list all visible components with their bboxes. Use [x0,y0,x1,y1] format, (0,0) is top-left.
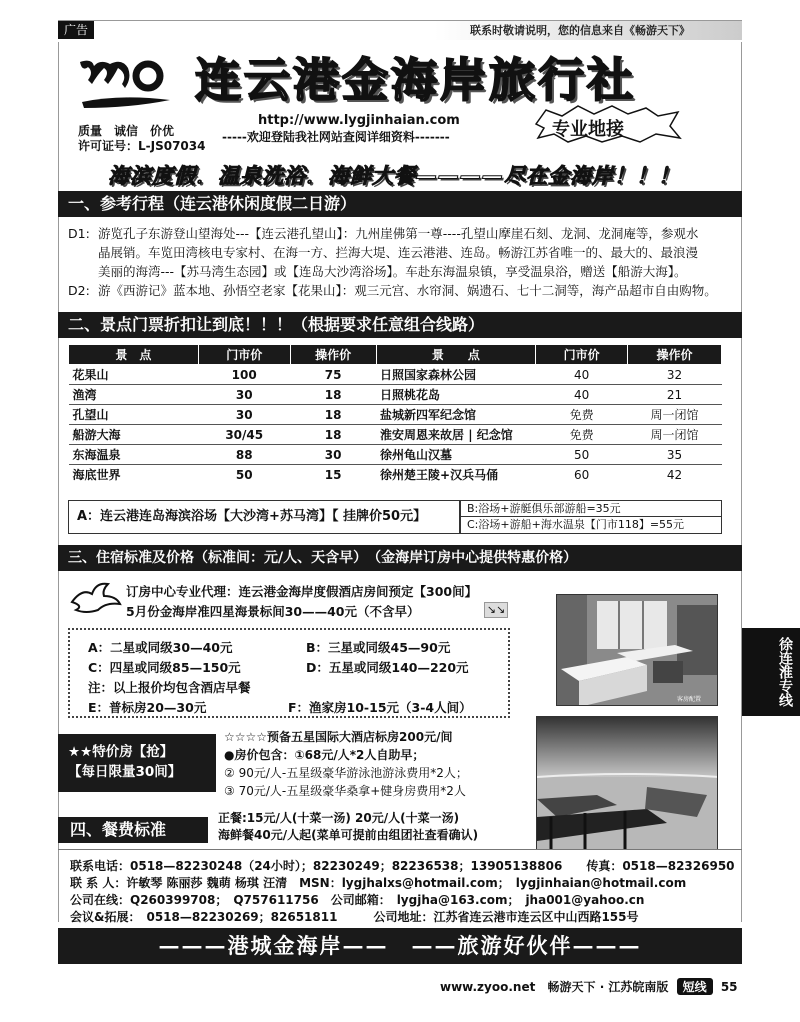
rate-f: F：渔家房10-15元（3-4人间） [288,700,472,715]
promo-banner: 海滨度假．温泉洗浴．海鲜大餐————尽在金海岸！！！ [108,164,680,188]
table-row [69,445,722,465]
cell: 40 [536,385,628,405]
cell: 88 [198,445,290,465]
cell: 日照国家森林公园 [376,365,536,385]
table-row [69,465,722,485]
photo-caption: 客房配置 [677,696,702,703]
hotel-rates-box [68,628,510,718]
rate-e: E：普标房20—30元 [88,700,207,715]
section-tickets: 二、景点门票折扣让到底！！！（根据要求任意组合线路） [58,312,742,338]
rate-d: D：五星或同级140—220元 [306,660,469,675]
cell: 30 [198,385,290,405]
cell: 淮安周恩来故居 | 纪念馆 [376,425,536,445]
hotel-may-line: 5月份金海岸准四星海景标间30——40元（不含早） [126,604,420,619]
cell: 18 [290,425,376,445]
footer-publication: 畅游天下 · 江苏皖南版 [547,980,669,994]
cell: 60 [536,465,628,485]
itinerary-day1-line: 晶展销。车览田湾核电专家村、在海一方、拦海大堤、连云港港、连岛。畅游江苏省唯一的、最大的、最浪漫 [98,245,699,260]
hotel-agent-line: 订房中心专业代理：连云港金海岸度假酒店房间预定【300间】 [126,584,478,599]
page-footer [440,978,738,995]
combo-a: A：连云港连岛海滨浴场【大沙湾+苏马湾】【 挂牌价50元】 [68,500,460,534]
meal-line: 海鲜餐40元/人起(菜单可提前由组团社查看确认) [218,828,479,842]
footer-tag: 短线 [677,978,713,995]
section-meals: 四、餐费标准 [58,817,208,843]
agency-url[interactable]: http://www.lygjinhaian.com [258,113,460,128]
specialty-text: 专业地接 [552,119,624,140]
itinerary-day2-line: 游《西游记》蓝本地、孙悟空老家【花果山】：观三元宫、水帘洞、娲遗石、七十二洞等，海产品超市自由购物。 [98,283,717,298]
cell: 30 [198,405,290,425]
contact-people: 联 系 人：许敏琴 陈丽莎 魏萌 杨琪 汪清 MSN：lygjhalxs@hotmail.com； lygjinhaian@hotmail.com [70,876,687,890]
table-header-row [69,345,722,365]
cell: 100 [198,365,290,385]
combo-c: C:浴场+游船+海水温泉【门市118】=55元 [460,517,722,534]
cell: 免费 [536,425,628,445]
col-header: 景 点 [69,345,199,365]
contact-note: 联系时敬请说明，您的信息来自《畅游天下》 [470,24,690,37]
section-hotels: 三、住宿标准及价格（标准间：元/人、天含早） （金海岸订房中心提供特惠价格） [58,545,742,571]
cell: 15 [290,465,376,485]
ticket-table [68,344,722,485]
cell: 花果山 [69,365,199,385]
cell: 18 [290,405,376,425]
special-line: ☆☆☆☆预备五星国际大酒店标房200元/间 [224,730,453,744]
ad-tag: 广告 [58,21,94,39]
rate-a: A：二星或同级30—40元 [88,640,233,655]
combo-b: B:浴场+游艇俱乐部游船=35元 [460,500,722,517]
agency-name: 连云港金海岸旅行社 [195,53,636,107]
rate-note: 注：以上报价均包含酒店早餐 [88,680,251,695]
itinerary-day2-label: D2: [68,283,90,298]
rate-c: C：四星或同级85—150元 [88,660,241,675]
arrow-down-right-icon: ↘↘ [484,602,508,618]
cell: 35 [628,445,722,465]
section-itinerary: 一、参考行程（连云港休闲度假二日游） [58,191,742,217]
table-row [69,425,722,445]
contacts [70,858,742,926]
cell: 海底世界 [69,465,199,485]
cell: 船游大海 [69,425,199,445]
cell: 50 [536,445,628,465]
contact-expo: 会议&拓展： 0518—82230269；82651811 公司地址：江苏省连云港市连云区中山西路155号 [70,910,639,924]
cell: 日照桃花岛 [376,385,536,405]
cell: 30 [290,445,376,465]
cell: 42 [628,465,722,485]
table-row [69,385,722,405]
cell: 75 [290,365,376,385]
table-row [69,365,722,385]
cell: 免费 [536,405,628,425]
license-number: 许可证号：L-JS07034 [78,139,206,153]
meal-line: 正餐:15元/人(十菜一汤) 20元/人(十菜一汤) [218,811,460,825]
itinerary-day1-line: 美丽的海湾---【苏马湾生态园】或【连岛大沙湾浴场】。车赴东海温泉镇，享受温泉浴，赠送【船游大海】。 [98,264,687,279]
footer-banner: ———港城金海岸—— ——旅游好伙伴——— [58,928,742,964]
cell: 30/45 [198,425,290,445]
special-subtitle: 【每日限量30间】 [68,764,182,780]
col-header: 操作价 [628,345,722,365]
itinerary-day1-line: 游览孔子东游登山望海处---【连云港孔望山】：九州崖佛第一尊----孔望山摩崖石刻、龙洞、龙洞庵等，参观水 [98,226,699,241]
cell: 渔湾 [69,385,199,405]
cell: 徐州龟山汉墓 [376,445,536,465]
footer-site[interactable]: www.zyoo.net [440,980,536,994]
beach-photo [536,716,718,850]
cell: 32 [628,365,722,385]
welcome-text: -----欢迎登陆我社网站查阅详细资料------- [222,130,450,144]
itinerary [68,224,728,300]
cell: 周一闭馆 [628,405,722,425]
agency-logo [70,54,180,114]
itinerary-day1-label: D1: [68,226,90,241]
cell: 21 [628,385,722,405]
special-line: ③ 70元/人-五星级豪华桑拿+健身房费用*2人 [224,784,466,798]
cell: 孔望山 [69,405,199,425]
cell: 徐州楚王陵+汉兵马俑 [376,465,536,485]
hotel-room-photo [556,594,718,706]
table-row [69,405,722,425]
cell: 18 [290,385,376,405]
page-number: 55 [720,980,738,994]
special-title: ★★特价房【抢】 [68,744,174,760]
col-header: 操作价 [290,345,376,365]
col-header: 门市价 [198,345,290,365]
special-offer-box [58,734,216,792]
cell: 40 [536,365,628,385]
cell: 50 [198,465,290,485]
col-header: 门市价 [536,345,628,365]
agency-tagline: 质量 诚信 价优 [78,124,175,138]
col-header: 景 点 [376,345,536,365]
contact-online: 公司在线：Q260399708； Q757611756 公司邮箱： lygjha@163.com； jha001@yahoo.cn [70,893,645,907]
cell: 盐城新四军纪念馆 [376,405,536,425]
cell: 周一闭馆 [628,425,722,445]
dove-icon [68,580,122,616]
side-tab: 徐连淮专线 [742,628,800,716]
special-line: ●房价包含：①68元/人*2人自助早； [224,748,425,762]
special-line: ② 90元/人-五星级豪华游泳池游泳费用*2人； [224,766,468,780]
contact-phone: 联系电话：0518—82230248（24小时）；82230249；82236538；13905138806 传真：0518—82326950 [70,859,735,873]
rate-b: B：三星或同级45—90元 [306,640,451,655]
cell: 东海温泉 [69,445,199,465]
divider [58,849,742,850]
